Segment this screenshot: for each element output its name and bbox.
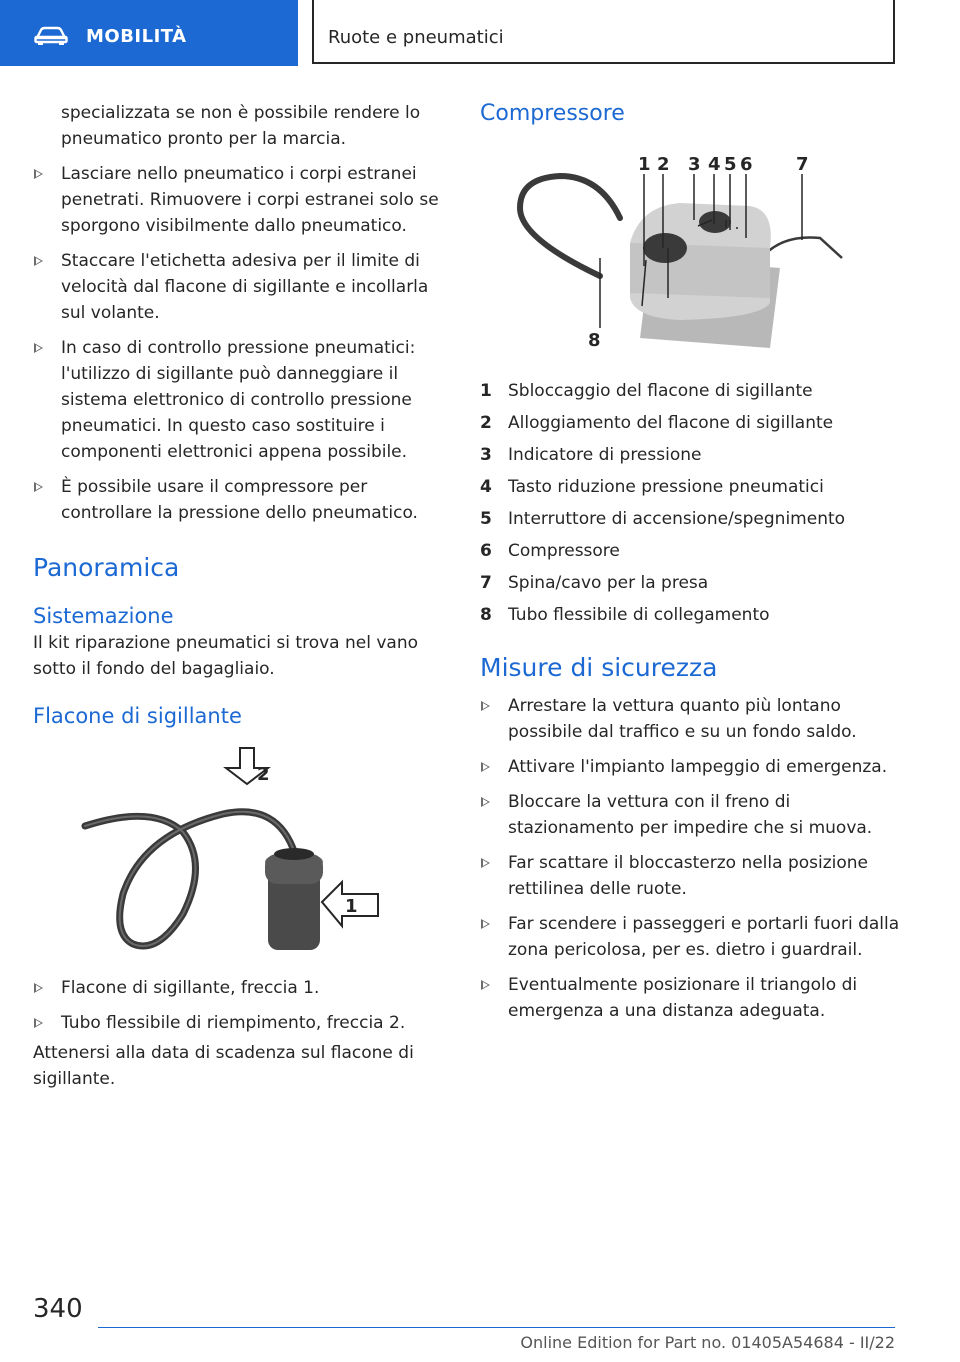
list-item — [480, 789, 900, 841]
legend-item — [480, 570, 900, 602]
bullet-triangle-icon — [34, 169, 43, 179]
legend-number: 7 — [480, 573, 492, 593]
list-item-text: Tubo flessibile di riempimento, freccia 2. — [61, 1013, 406, 1033]
bullet-triangle-icon — [481, 701, 490, 711]
bullet-triangle-icon — [481, 980, 490, 990]
list-item — [33, 474, 453, 526]
list-item — [480, 754, 900, 780]
right-column — [480, 98, 900, 1024]
list-item-text: Eventualmente posizionare il triangolo di emergenza a una distanza adeguata. — [508, 975, 858, 1021]
car-icon — [34, 26, 68, 46]
bullet-triangle-icon — [34, 343, 43, 353]
sistemazione-text: Il kit riparazione pneumatici si trova nel vano sotto il fondo del bagagliaio. — [33, 633, 418, 679]
legend-item — [480, 474, 900, 506]
legend-label: Alloggiamento del flacone di sigillante — [508, 413, 834, 433]
callout-2: 2 — [657, 154, 670, 175]
left-column — [33, 98, 453, 1092]
heading-panoramica: Panoramica — [33, 553, 180, 582]
intro-text: specializzata se non è possibile rendere lo pneumatico pronto per la marcia. — [61, 103, 421, 149]
heading-misure-sicurezza: Misure di sicurezza — [480, 653, 718, 682]
legend-item — [480, 538, 900, 570]
list-item — [480, 850, 900, 902]
callout-5: 5 — [724, 154, 737, 175]
footer-divider — [98, 1327, 895, 1328]
callout-1: 1 — [345, 896, 358, 917]
list-item-text: Bloccare la vettura con il freno di stazionamento per impedire che si muova. — [508, 792, 873, 838]
callout-7: 7 — [796, 154, 809, 175]
legend-label: Interruttore di accensione/spegnimento — [508, 509, 846, 529]
legend-number: 6 — [480, 541, 492, 561]
heading-sistemazione: Sistemazione — [33, 604, 174, 628]
bullet-triangle-icon — [481, 762, 490, 772]
scadenza-text: Attenersi alla data di scadenza sul flacone di sigillante. — [33, 1043, 414, 1089]
list-item-text: Flacone di sigillante, freccia 1. — [61, 978, 320, 998]
heading-flacone: Flacone di sigillante — [33, 704, 242, 728]
safety-bullet-list — [480, 693, 900, 1024]
compressor-illustration — [480, 148, 900, 358]
callout-3: 3 — [688, 154, 701, 175]
list-item-text: È possibile usare il compressore per controllare la pressione dello pneumatico. — [61, 477, 418, 523]
list-item-text: Arrestare la vettura quanto più lontano possibile dal traffico e su un fondo saldo. — [508, 696, 857, 742]
edition-note: Online Edition for Part no. 01405A54684 - II/22 — [520, 1333, 895, 1352]
list-item — [33, 975, 453, 1001]
legend-item — [480, 410, 900, 442]
list-item — [33, 1010, 453, 1036]
section-header — [312, 0, 895, 64]
list-item-text: Staccare l'etichetta adesiva per il limite di velocità dal flacone di sigillante e incollarla sul volante. — [61, 251, 429, 323]
bullet-triangle-icon — [481, 858, 490, 868]
parts-legend — [480, 378, 900, 634]
legend-label: Sbloccaggio del flacone di sigillante — [508, 381, 813, 401]
list-item — [480, 972, 900, 1024]
list-item-text: Far scendere i passeggeri e portarli fuori dalla zona pericolosa, per es. dietro i guardrail. — [508, 914, 900, 960]
bullet-triangle-icon — [34, 983, 43, 993]
heading-compressore: Compressore — [480, 101, 625, 126]
list-item — [480, 911, 900, 963]
callout-4: 4 — [708, 154, 721, 175]
legend-number: 2 — [480, 413, 492, 433]
bullet-list — [33, 161, 453, 526]
legend-number: 8 — [480, 605, 492, 625]
legend-label: Spina/cavo per la presa — [508, 573, 709, 593]
callout-1: 1 — [638, 154, 651, 175]
legend-number: 3 — [480, 445, 492, 465]
page-number: 340 — [33, 1294, 83, 1324]
bullet-triangle-icon — [481, 797, 490, 807]
legend-label: Compressore — [508, 541, 620, 561]
legend-label: Tubo flessibile di collegamento — [508, 605, 770, 625]
legend-label: Indicatore di pressione — [508, 445, 702, 465]
list-item-text: In caso di controllo pressione pneumatici: l'utilizzo di sigillante può danneggiare il sistema elettronico di controllo pressione pneumatici. In questo caso sostituire i componenti elettronici appena possibile. — [61, 338, 416, 462]
list-item — [33, 248, 453, 326]
callout-8: 8 — [588, 330, 601, 351]
callout-6: 6 — [740, 154, 753, 175]
list-item-text: Far scattare il bloccasterzo nella posizione rettilinea delle ruote. — [508, 853, 869, 899]
chapter-tab[interactable] — [0, 0, 298, 66]
legend-label: Tasto riduzione pressione pneumatici — [508, 477, 824, 497]
legend-number: 4 — [480, 477, 492, 497]
list-item — [33, 161, 453, 239]
callout-2: 2 — [257, 764, 270, 785]
bullet-triangle-icon — [481, 919, 490, 929]
legend-number: 5 — [480, 509, 492, 529]
section-title: Ruote e pneumatici — [328, 27, 504, 48]
list-item — [480, 693, 900, 745]
legend-number: 1 — [480, 381, 492, 401]
bullet-triangle-icon — [34, 1018, 43, 1028]
list-item-text: Attivare l'impianto lampeggio di emergenza. — [508, 757, 888, 777]
legend-item — [480, 378, 900, 410]
chapter-label: MOBILITÀ — [86, 26, 187, 47]
legend-item — [480, 506, 900, 538]
list-item-text: Lasciare nello pneumatico i corpi estranei penetrati. Rimuovere i corpi estranei solo se sporgono visibilmente dallo pneumatico. — [61, 164, 439, 236]
flacone-bullet-list — [33, 975, 453, 1036]
list-item — [33, 335, 453, 465]
sealant-bottle-illustration — [33, 744, 453, 966]
bullet-triangle-icon — [34, 482, 43, 492]
legend-item — [480, 602, 900, 634]
legend-item — [480, 442, 900, 474]
bullet-triangle-icon — [34, 256, 43, 266]
